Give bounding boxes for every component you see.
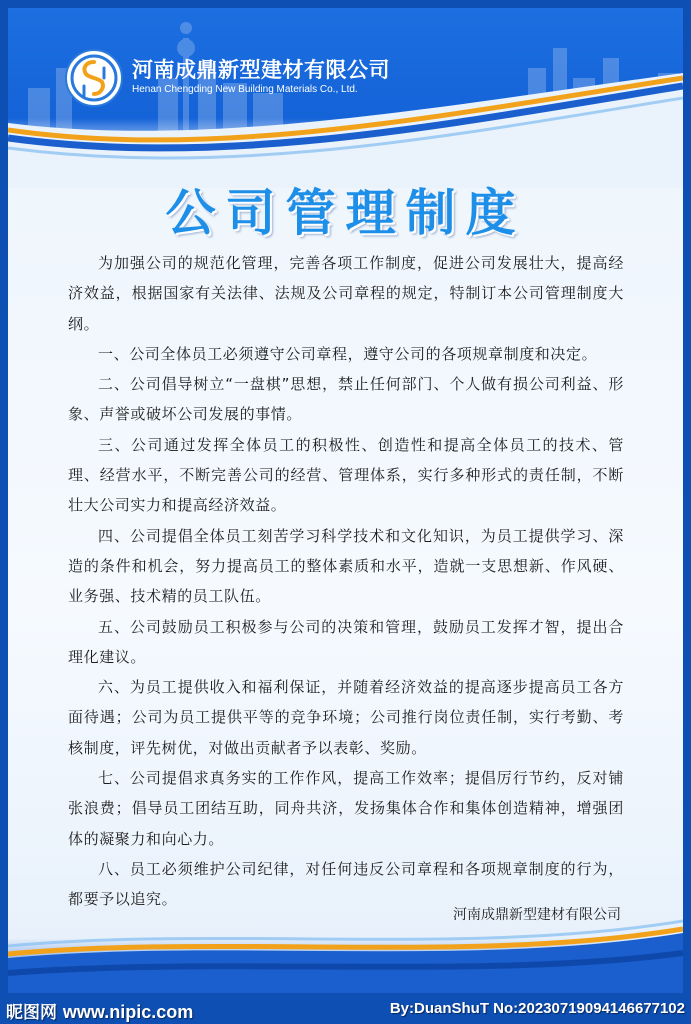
author-id-watermark: By:DuanShuT No:20230719094146677102 [389, 1000, 685, 1017]
rule-paragraph: 八、员工必须维护公司纪律，对任何违反公司章程和各项规章制度的行为，都要予以追究。 [68, 859, 624, 909]
rule-paragraph: 五、公司鼓励员工积极参与公司的决策和管理，鼓励员工发挥才智，提出合理化建议。 [68, 617, 624, 666]
company-name-cn: 河南成鼎新型建材有限公司 [132, 58, 390, 82]
site-watermark [6, 998, 193, 1023]
poster-board [8, 8, 683, 993]
rule-paragraph: 三、公司通过发挥全体员工的积极性、创造性和提高全体员工的技术、管理、经营水平，不断完善公司的经营、管理体系，实行多种形式的责任制，不断壮大公司实力和提高经济效益。 [68, 435, 624, 515]
rule-paragraph: 二、公司倡导树立“一盘棋”思想，禁止任何部门、个人做有损公司利益、形象、声誉或破坏公司发展的事情。 [68, 375, 624, 424]
rule-paragraph: 七、公司提倡求真务实的工作作风，提高工作效率；提倡厉行节约，反对铺张浪费；倡导员工团结互助，同舟共济，发扬集体合作和集体创造精神，增强团体的凝聚力和向心力。 [68, 769, 624, 848]
footer-wave-decoration [8, 918, 683, 993]
rule-paragraph: 四、公司提倡全体员工刻苦学习科学技术和文化知识，为员工提供学习、深造的条件和机会，努力提高员工的整体素质和水平，造就一支思想新、作风硬、业务强、技术精的员工队伍。 [68, 526, 624, 606]
regulation-body [68, 248, 624, 915]
site-name: 昵图网 [6, 1003, 57, 1023]
site-url: www.nipic.com [62, 1002, 194, 1022]
company-name-en: Henan Chengding New Building Materials Co., Ltd. [132, 84, 358, 95]
signature: 河南成鼎新型建材有限公司 [453, 907, 621, 923]
page-title: 公司管理制度 [165, 184, 526, 242]
rule-paragraph: 六、为员工提供收入和福利保证，并随着经济效益的提高逐步提高员工各方面待遇；公司为员工提供平等的竞争环境；公司推行岗位责任制，实行考勤、考核制度，评先树优，对做出贡献者予以表彰、奖励。 [68, 678, 624, 757]
intro-paragraph: 为加强公司的规范化管理，完善各项工作制度，促进公司发展壮大，提高经济效益，根据国家有关法律、法规及公司章程的规定，特制订本公司管理制度大纲。 [68, 254, 624, 333]
rule-paragraph: 一、公司全体员工必须遵守公司章程，遵守公司的各项规章制度和决定。 [98, 344, 598, 363]
company-logo-icon [64, 48, 124, 108]
